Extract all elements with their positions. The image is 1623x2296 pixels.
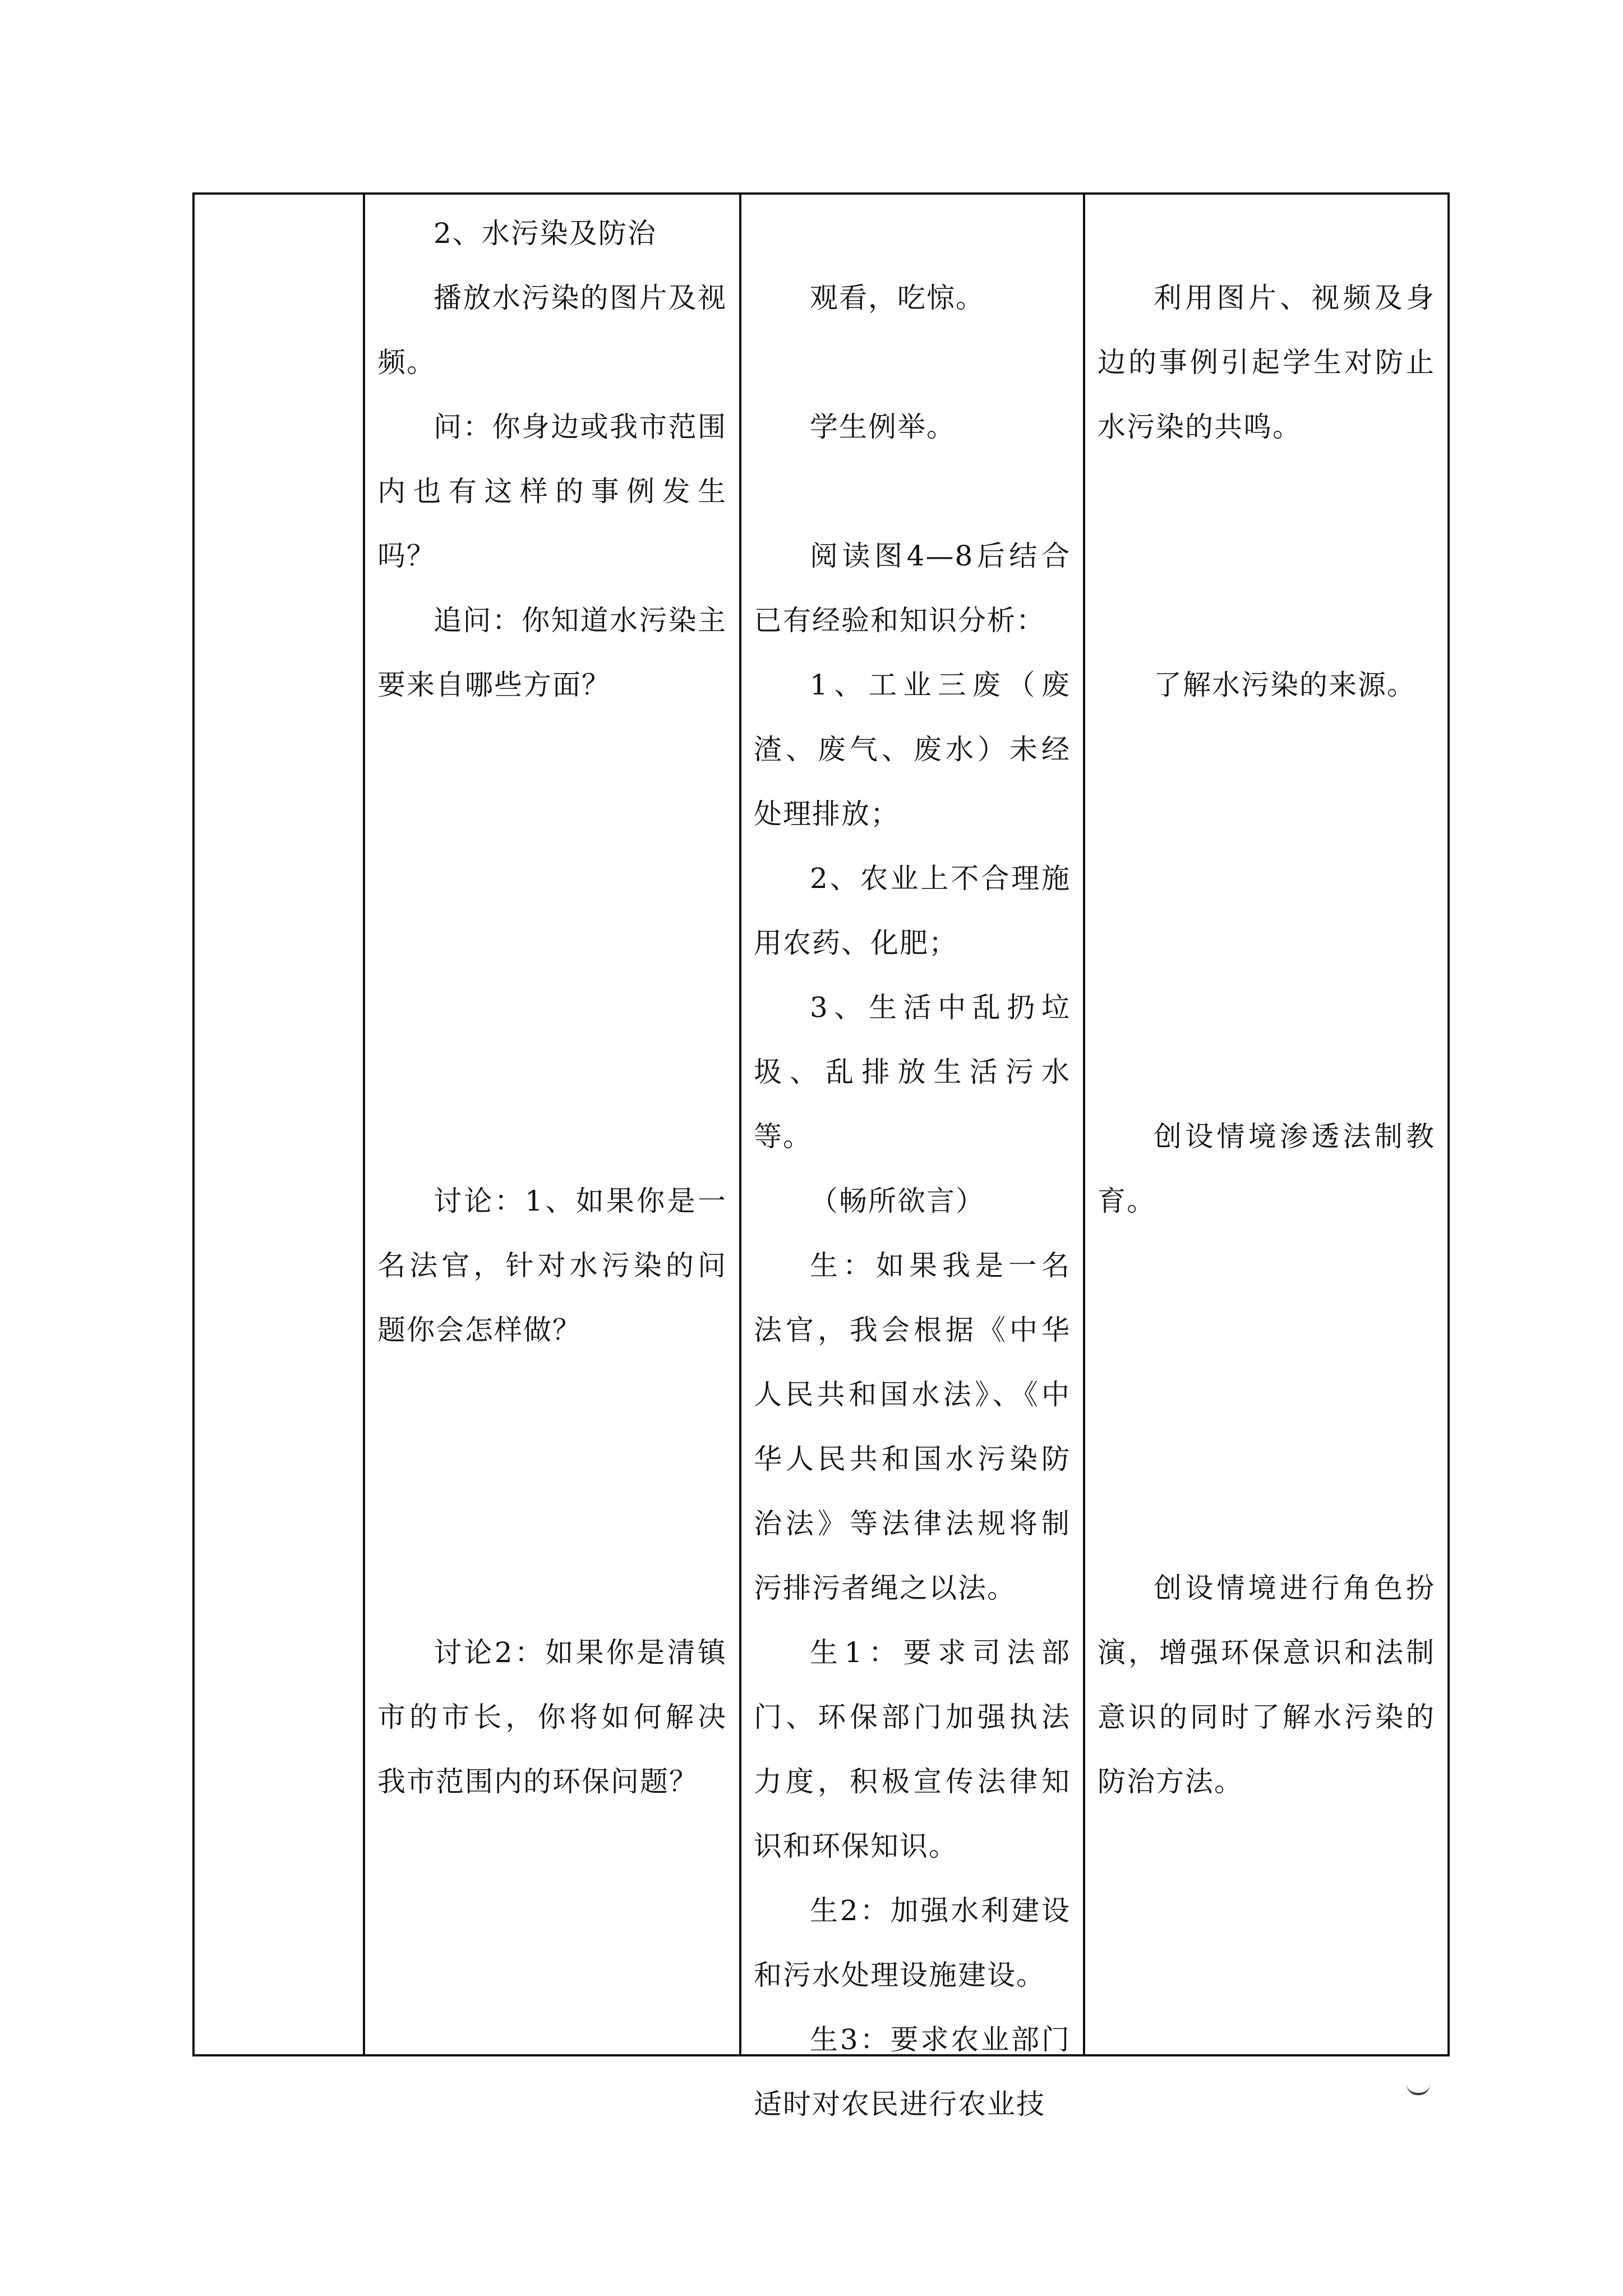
teacher-question-text: 追问：你知道水污染主要来自哪些方面？ xyxy=(377,604,727,701)
lesson-plan-table xyxy=(192,192,1450,2120)
student-response-text: 生：如果我是一名法官，我会根据《中华人民共和国水法》、《中华人民共和国水污染防治法》等法律法规将制污排污者绳之以法。 xyxy=(754,1249,1071,1604)
blank-space xyxy=(754,459,1071,524)
design-intent-text: 利用图片、视频及身边的事例引起学生对防止水污染的共鸣。 xyxy=(1098,282,1435,443)
discussion-text: 讨论2：如果你是清镇市的市长，你将如何解决我市范围内的环保问题？ xyxy=(377,1636,727,1798)
blank-space xyxy=(377,717,727,1169)
column-teacher-activity xyxy=(365,201,739,2054)
blank-space xyxy=(1098,201,1435,266)
student-response-text: 观看，吃惊。 xyxy=(810,282,985,314)
student-response-text: 1、工业三废（废渣、废气、废水）未经处理排放； xyxy=(754,669,1071,830)
blank-space xyxy=(754,201,1071,266)
blank-space xyxy=(754,330,1071,395)
student-response-text: 生2：加强水利建设和污水处理设施建设。 xyxy=(754,1894,1071,1991)
blank-space xyxy=(1098,717,1435,1105)
teacher-question-text: 问：你身边或我市范围内也有这样的事例发生吗？ xyxy=(377,411,727,572)
column-stage xyxy=(195,201,363,2054)
student-response-text: 学生例举。 xyxy=(810,411,956,443)
design-intent-text: 创设情境进行角色扮演，增强环保意识和法制意识的同时了解水污染的防治方法。 xyxy=(1098,1572,1435,1798)
teacher-activity-text: 播放水污染的图片及视频。 xyxy=(377,282,727,379)
blank-space xyxy=(1098,1234,1435,1556)
page-mark xyxy=(1407,2084,1430,2095)
student-response-text: 2、农业上不合理施用农药、化肥； xyxy=(754,862,1071,959)
student-response-text: 生3：要求农业部门适时对农民进行农业技 xyxy=(754,2023,1071,2120)
column-design-intent xyxy=(1085,201,1447,2054)
design-intent-text: 创设情境渗透法制教育。 xyxy=(1098,1120,1435,1217)
blank-space xyxy=(1098,459,1435,653)
section-heading: 2、水污染及防治 xyxy=(434,217,657,250)
student-response-text: 3、生活中乱扔垃圾、乱排放生活污水等。 xyxy=(754,991,1071,1153)
column-student-activity xyxy=(741,201,1083,2120)
student-response-text: （畅所欲言） xyxy=(810,1185,985,1217)
student-response-text: 生1：要求司法部门、环保部门加强执法力度，积极宣传法律知识和环保知识。 xyxy=(754,1636,1071,1862)
blank-space xyxy=(377,1363,727,1621)
discussion-text: 讨论：1、如果你是一名法官，针对水污染的问题你会怎样做？ xyxy=(377,1185,727,1346)
design-intent-text: 了解水污染的来源。 xyxy=(1154,669,1416,701)
student-response-text: 阅读图4—8后结合已有经验和知识分析： xyxy=(754,540,1071,637)
